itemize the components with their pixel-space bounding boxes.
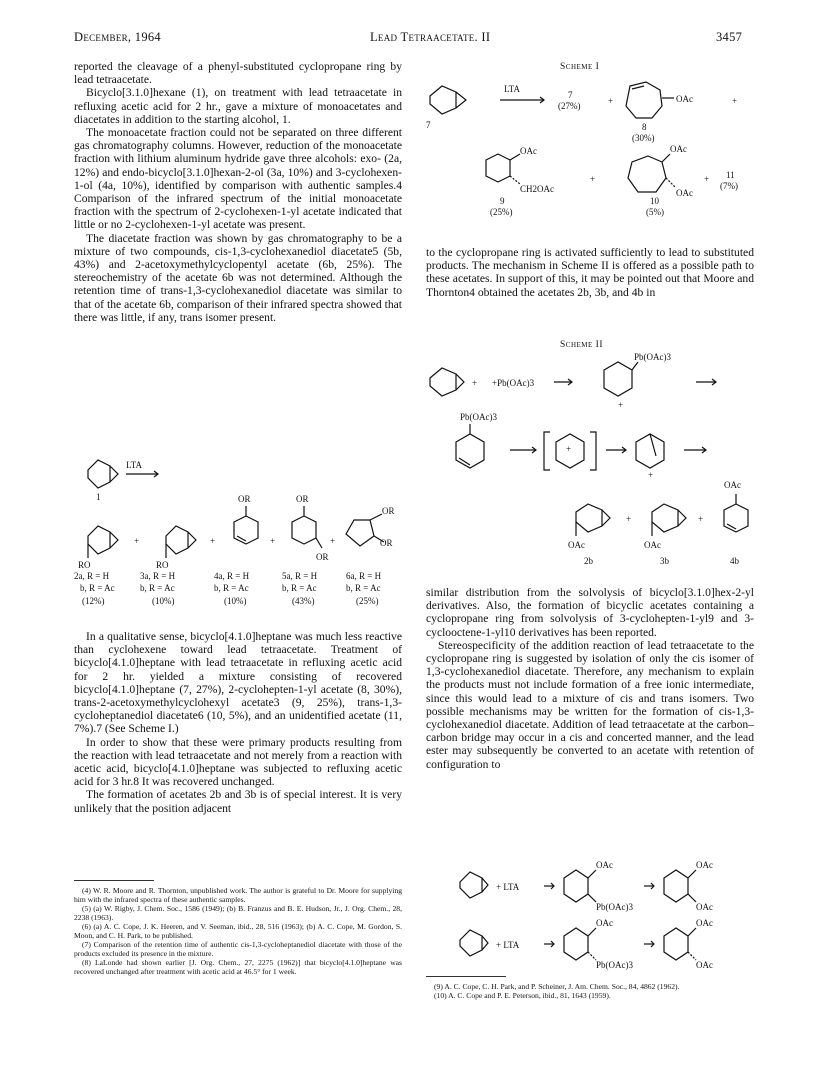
pb-substituent: Pb(OAc)3 (634, 352, 671, 362)
ro-label: RO (78, 560, 91, 570)
footnote: (5) (a) W. Rigby, J. Chem. Soc., 1586 (1949); (b) B. Franzus and B. E. Hudson, Jr., J. Org. Chem., 28, 2238 (1963). (74, 904, 402, 922)
paragraph: The formation of acetates 2b and 3b is of special interest. It is very unlikely that the position adjacent (74, 788, 402, 815)
product-label: b, R = Ac (140, 583, 175, 593)
product-label: 3a, R = H (140, 571, 176, 581)
product-yield: (5%) (646, 207, 664, 217)
plus-sign: + (608, 96, 614, 106)
pb-reagent: +Pb(OAc)3 (492, 378, 535, 388)
running-head-title: Lead Tetraacetate. II (370, 30, 491, 44)
plus-sign: + (210, 536, 216, 546)
compound-label: 8 (642, 122, 647, 132)
compound-label: 7 (426, 120, 431, 130)
bicyclohexane-structure (88, 460, 110, 488)
product-9-structure (486, 154, 510, 182)
product-label: 2a, R = H (74, 571, 110, 581)
pb-substituent: Pb(OAc)3 (596, 960, 633, 970)
product-yield: (25%) (490, 207, 513, 217)
substituent-oac: OAc (676, 188, 693, 198)
compound-label: 10 (650, 196, 659, 206)
plus-sign: + (134, 536, 140, 546)
plus-sign: + (732, 96, 738, 106)
substituent-oac: OAc (520, 146, 537, 156)
product-label: b, R = Ac (346, 583, 381, 593)
substituent-oac: OAc (568, 540, 585, 550)
substituent-oac: OAc (644, 540, 661, 550)
substituent-ch2oac: CH2OAc (520, 184, 554, 194)
product-label: b, R = Ac (214, 583, 249, 593)
lta-reagent: + LTA (496, 940, 520, 950)
plus-sign: + (590, 174, 596, 184)
footnote: (6) (a) A. C. Cope, J. K. Heeren, and V. Seeman, ibid., 28, 516 (1963); (b) A. C. Cope, M. Gordon, S. Moon, and C. H. Park, to be published. (74, 922, 402, 940)
paragraph: In order to show that these were primary products resulting from the reaction with lead tetraacetate and not merely from a reaction with acetic acid, bicyclo[4.1.0]heptane was subjected to refluxing acetic acid for 3 hr.8 It was recovered unchanged. (74, 735, 402, 789)
product-label: 5a, R = H (282, 571, 318, 581)
left-footnotes (74, 886, 402, 976)
paragraph: reported the cleavage of a phenyl-substituted cyclopropane ring by lead tetraacetate. (74, 60, 402, 87)
or-label: OR (382, 506, 395, 516)
compound-label: 7 (568, 90, 573, 100)
lta-reagent: LTA (126, 460, 142, 470)
product-8-structure (626, 82, 662, 118)
product-3-structure (166, 526, 188, 554)
cation-charge: + (618, 400, 624, 410)
right-column-text-1 (426, 246, 754, 299)
cation-charge: + (566, 444, 572, 454)
paragraph: Bicyclo[3.1.0]hexane (1), on treatment with lead tetraacetate in refluxing acetic acid for 2 hr., gave a mixture of monoacetates and diacetates in addition to the starting alcohol, 1. (74, 86, 402, 126)
page-number: 3457 (716, 30, 743, 44)
right-footnotes (426, 982, 754, 1000)
substituent-oac: OAc (696, 902, 713, 912)
product-yield: (7%) (720, 181, 738, 191)
substituent-oac: OAc (696, 918, 713, 928)
footnote: (9) A. C. Cope, C. H. Park, and P. Scheiner, J. Am. Chem. Soc., 84, 4862 (1962). (434, 982, 680, 991)
compound-label: 1 (96, 492, 101, 502)
compound-label: 11 (726, 170, 735, 180)
plus-sign: + (626, 514, 632, 524)
footnote: (10) A. C. Cope and P. E. Peterson, ibid., 81, 1643 (1959). (434, 991, 611, 1000)
left-reaction-scheme (74, 448, 404, 618)
left-column-text-2 (74, 630, 402, 815)
product-yield: (43%) (292, 596, 315, 606)
pb-substituent: Pb(OAc)3 (460, 412, 497, 422)
product-10-structure (628, 156, 666, 192)
lta-reagent: LTA (504, 84, 520, 94)
bicycloheptane-structure (430, 86, 456, 114)
or-label: OR (380, 538, 393, 548)
footnote: (7) Comparison of the retention time of authentic cis-1,3-cycloheptanediol diacetate with those of the products excluded its presence in the mixture. (74, 940, 402, 958)
left-column-text-1 (74, 60, 402, 324)
compound-label: 2b (584, 556, 593, 566)
carbocation-ring (604, 362, 632, 396)
paragraph: to the cyclopropane ring is activated sufficiently to lead to substituted products. The mechanism in Scheme II is offered as a possible path to these acetates. In support of this, it may be pointed out that Moore and Thornton4 obtained the acetates 2b, 3b, and 4b in (426, 246, 754, 299)
lta-reagent: + LTA (496, 882, 520, 892)
scheme-2 (426, 352, 756, 582)
cation-charge: + (648, 470, 654, 480)
substituent-oac: OAc (696, 860, 713, 870)
compound-label: 3b (660, 556, 669, 566)
bottom-mechanism-scheme (456, 860, 756, 970)
product-label: b, R = Ac (282, 583, 317, 593)
compound-label: 9 (500, 196, 505, 206)
plus-sign: + (698, 514, 704, 524)
product-5-structure (292, 516, 316, 544)
scheme-1 (426, 78, 756, 238)
product-yield: (10%) (152, 596, 175, 606)
product-yield: (27%) (558, 101, 581, 111)
plus-sign: + (704, 174, 710, 184)
running-head-date: December, 1964 (74, 30, 161, 44)
substituent-oac: OAc (724, 480, 741, 490)
plus-sign: + (472, 378, 478, 388)
pb-substituent: Pb(OAc)3 (596, 902, 633, 912)
substituent-oac: OAc (676, 94, 693, 104)
substituent-oac: OAc (696, 960, 713, 970)
product-label: b, R = Ac (80, 583, 115, 593)
paragraph: In a qualitative sense, bicyclo[4.1.0]heptane was much less reactive than cyclohexene toward lead tetraacetate. Treatment of bicyclo[4.1.0]heptane with lead tetraacetate in refluxing acetic acid for 2 hr. yielded a mixture consisting of recovered bicyclo[4.1.0]heptane (7, 27%), 2-cyclohepten-1-yl acetate (8, 30%), trans-2-acetoxymethylcyclohexyl acetate3 (9, 25%), trans-1,3-cycloheptanediol diacetate6 (10, 5%), and an unidentified acetate (11, 7%).7 (See Scheme I.) (74, 630, 402, 736)
paragraph: The diacetate fraction was shown by gas chromatography to be a mixture of two compounds, cis-1,3-cyclohexanediol diacetate5 (5b, 43%) and 2-acetoxymethylcyclopentyl acetate (6b, 25%). The stereochemistry of the acetate 6b was not determined. Although the retention time of trans-1,3-cyclohexanediol diacetate was similar to that of the acetate 6b, comparison of their infrared spectra showed that there was little, if any, trans isomer present. (74, 231, 402, 324)
plus-sign: + (330, 536, 336, 546)
product-4-structure (234, 516, 258, 544)
right-column-text-2 (426, 586, 754, 771)
plus-sign: + (270, 536, 276, 546)
footnote: (8) LaLonde had shown earlier [J. Org. Chem., 27, 2275 (1962)] that bicyclo[4.1.0]heptane was recovered unchanged after treatment with acetic acid at 46.5° for 1 week. (74, 958, 402, 976)
footnote: (4) W. R. Moore and R. Thornton, unpublished work. The author is grateful to Dr. Moore for supplying him with the infrared spectra of these authentic samples. (74, 886, 402, 904)
or-label: OR (296, 494, 309, 504)
scheme-2-title: Scheme II (560, 340, 603, 350)
product-2-structure (88, 526, 110, 554)
or-label: OR (316, 552, 329, 562)
substituent-oac: OAc (670, 144, 687, 154)
product-yield: (10%) (224, 596, 247, 606)
product-yield: (12%) (82, 596, 105, 606)
paragraph: Stereospecificity of the addition reaction of lead tetraacetate to the cyclopropane ring is suggested by isolation of only the cis isomer of 1,3-cyclohexanediol diacetate. Therefore, any mechanism to explain the products must not include formation of a free ionic intermediate, since this would lead to a mixture of cis and trans isomers. Two possible mechanisms may be written for the formation of cis-1,3-cyclohexanediol diacetate. Addition of lead tetraacetate at the carbon–carbon bridge may occur in a cis and concerted manner, and the lead ester may subsequently be converted to an acetate with retention of configuration to (426, 638, 754, 771)
product-6-structure (346, 520, 374, 546)
substituent-oac: OAc (596, 918, 613, 928)
product-yield: (25%) (356, 596, 379, 606)
scheme-1-title: Scheme I (560, 62, 600, 72)
product-label: 4a, R = H (214, 571, 250, 581)
footnote-rule (426, 976, 506, 977)
paragraph: The monoacetate fraction could not be separated on three different gas chromatography columns. However, reduction of the monoacetate fraction with lithium aluminum hydride gave three alcohols: exo- (2a, 12%) and endo-bicyclo[3.1.0]hexan-2-ol (3a, 10%) and 3-cyclohexen-1-ol (4a, 10%), identified by comparison with authentic samples.4 Comparison of the infrared spectrum of the initial monoacetate fraction with the spectrum of 2-cyclohexen-1-yl acetate indicated that little or no 2-cyclohexen-1-yl acetate was present. (74, 126, 402, 232)
paragraph: similar distribution from the solvolysis of bicyclo[3.1.0]hex-2-yl derivatives. Also, the formation of bicyclic acetates containing a cyclopropane ring from solvolysis of 3-cyclohepten-1-yl9 and 3-cyclooctene-1-yl10 derivatives has been reported. (426, 586, 754, 639)
product-label: 6a, R = H (346, 571, 382, 581)
ro-label: RO (156, 560, 169, 570)
footnote-rule (74, 880, 154, 881)
substituent-oac: OAc (596, 860, 613, 870)
compound-label: 4b (730, 556, 739, 566)
product-yield: (30%) (632, 133, 655, 143)
or-label: OR (238, 494, 251, 504)
